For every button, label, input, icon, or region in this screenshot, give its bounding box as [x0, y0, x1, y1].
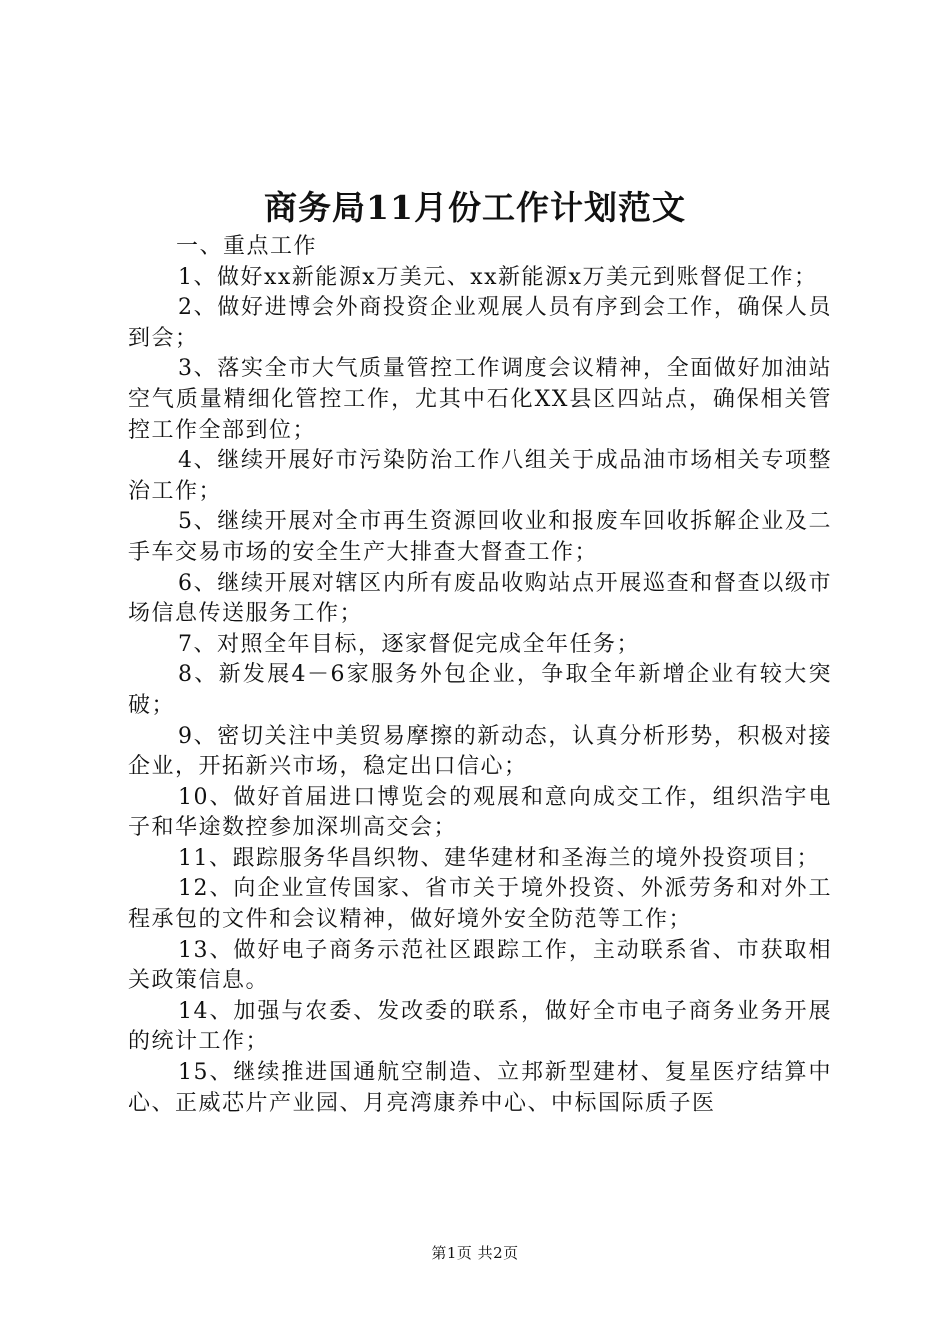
document-body: [128, 232, 832, 1119]
list-item: 13、做好电子商务示范社区跟踪工作，主动联系省、市获取相关政策信息。: [128, 937, 832, 994]
list-item: 11、跟踪服务华昌织物、建华建材和圣海兰的境外投资项目；: [178, 845, 820, 871]
list-item: 1、做好xx新能源x万美元、xx新能源x万美元到账督促工作；: [178, 264, 818, 290]
list-item: 15、继续推进国通航空制造、立邦新型建材、复星医疗结算中心、正威芯片产业园、月亮湾康养中心、中标国际质子医: [128, 1060, 832, 1116]
section-heading: 一、重点工作: [176, 234, 318, 259]
page-footer: [0, 1242, 950, 1263]
list-item: 7、对照全年目标，逐家督促完成全年任务；: [178, 631, 640, 657]
page-indicator: 第1页 共2页: [431, 1244, 519, 1262]
list-item: 5、继续开展对全市再生资源回收业和报废车回收拆解企业及二手车交易市场的安全生产大排查大督查工作；: [128, 509, 832, 565]
list-item: 14、加强与农委、发改委的联系，做好全市电子商务业务开展的统计工作；: [128, 998, 832, 1055]
list-item: 3、落实全市大气质量管控工作调度会议精神，全面做好加油站空气质量精细化管控工作，尤其中石化XX县区四站点，确保相关管控工作全部到位；: [128, 356, 832, 443]
list-item: 12、向企业宣传国家、省市关于境外投资、外派劳务和对外工程承包的文件和会议精神，做好境外安全防范等工作；: [128, 876, 832, 933]
list-item: 8、新发展4－6家服务外包企业，争取全年新增企业有较大突破；: [128, 662, 832, 718]
document-title: 商务局11月份工作计划范文: [264, 188, 686, 227]
list-item: 4、继续开展好市污染防治工作八组关于成品油市场相关专项整治工作；: [128, 448, 832, 504]
list-item: 2、做好进博会外商投资企业观展人员有序到会工作，确保人员到会；: [128, 295, 832, 351]
list-item: 9、密切关注中美贸易摩擦的新动态，认真分析形势，积极对接企业，开拓新兴市场，稳定出口信心；: [128, 723, 832, 780]
list-item: 6、继续开展对辖区内所有废品收购站点开展巡查和督查以级市场信息传送服务工作；: [128, 570, 832, 627]
list-item: 10、做好首届进口博览会的观展和意向成交工作，组织浩宇电子和华途数控参加深圳高交会；: [128, 784, 832, 841]
